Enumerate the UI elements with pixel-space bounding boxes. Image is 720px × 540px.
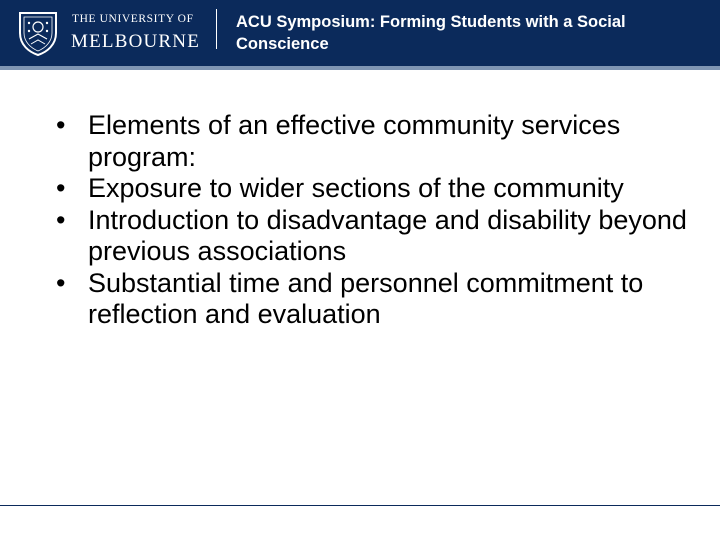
logo-text-top: THE UNIVERSITY OF bbox=[72, 13, 194, 25]
bullet-text: Exposure to wider sections of the community bbox=[88, 173, 624, 203]
slide-title: ACU Symposium: Forming Students with a Social Conscience bbox=[236, 13, 626, 53]
bullet-text: Substantial time and personnel commitment to reflection and evaluation bbox=[88, 267, 644, 329]
bullet-item bbox=[56, 268, 696, 331]
logo-text-bottom: MELBOURNE bbox=[71, 31, 201, 52]
bullet-list bbox=[56, 110, 696, 331]
bullet-item bbox=[56, 173, 696, 205]
bullet-text: Elements of an effective community services program: bbox=[88, 110, 621, 172]
footer-divider bbox=[0, 505, 720, 506]
bullet-dot: • bbox=[56, 110, 66, 140]
university-logo bbox=[14, 7, 219, 59]
bullet-dot: • bbox=[56, 204, 66, 235]
slide-header bbox=[0, 0, 720, 66]
bullet-dot: • bbox=[56, 267, 66, 298]
logo-divider bbox=[216, 9, 217, 49]
bullet-item bbox=[56, 110, 696, 173]
bullet-dot: • bbox=[56, 173, 66, 203]
university-crest-icon bbox=[14, 9, 62, 57]
bullet-text: Introduction to disadvantage and disability beyond previous associations bbox=[88, 204, 687, 266]
bullet-item bbox=[56, 205, 696, 268]
header-stripe bbox=[0, 66, 720, 70]
